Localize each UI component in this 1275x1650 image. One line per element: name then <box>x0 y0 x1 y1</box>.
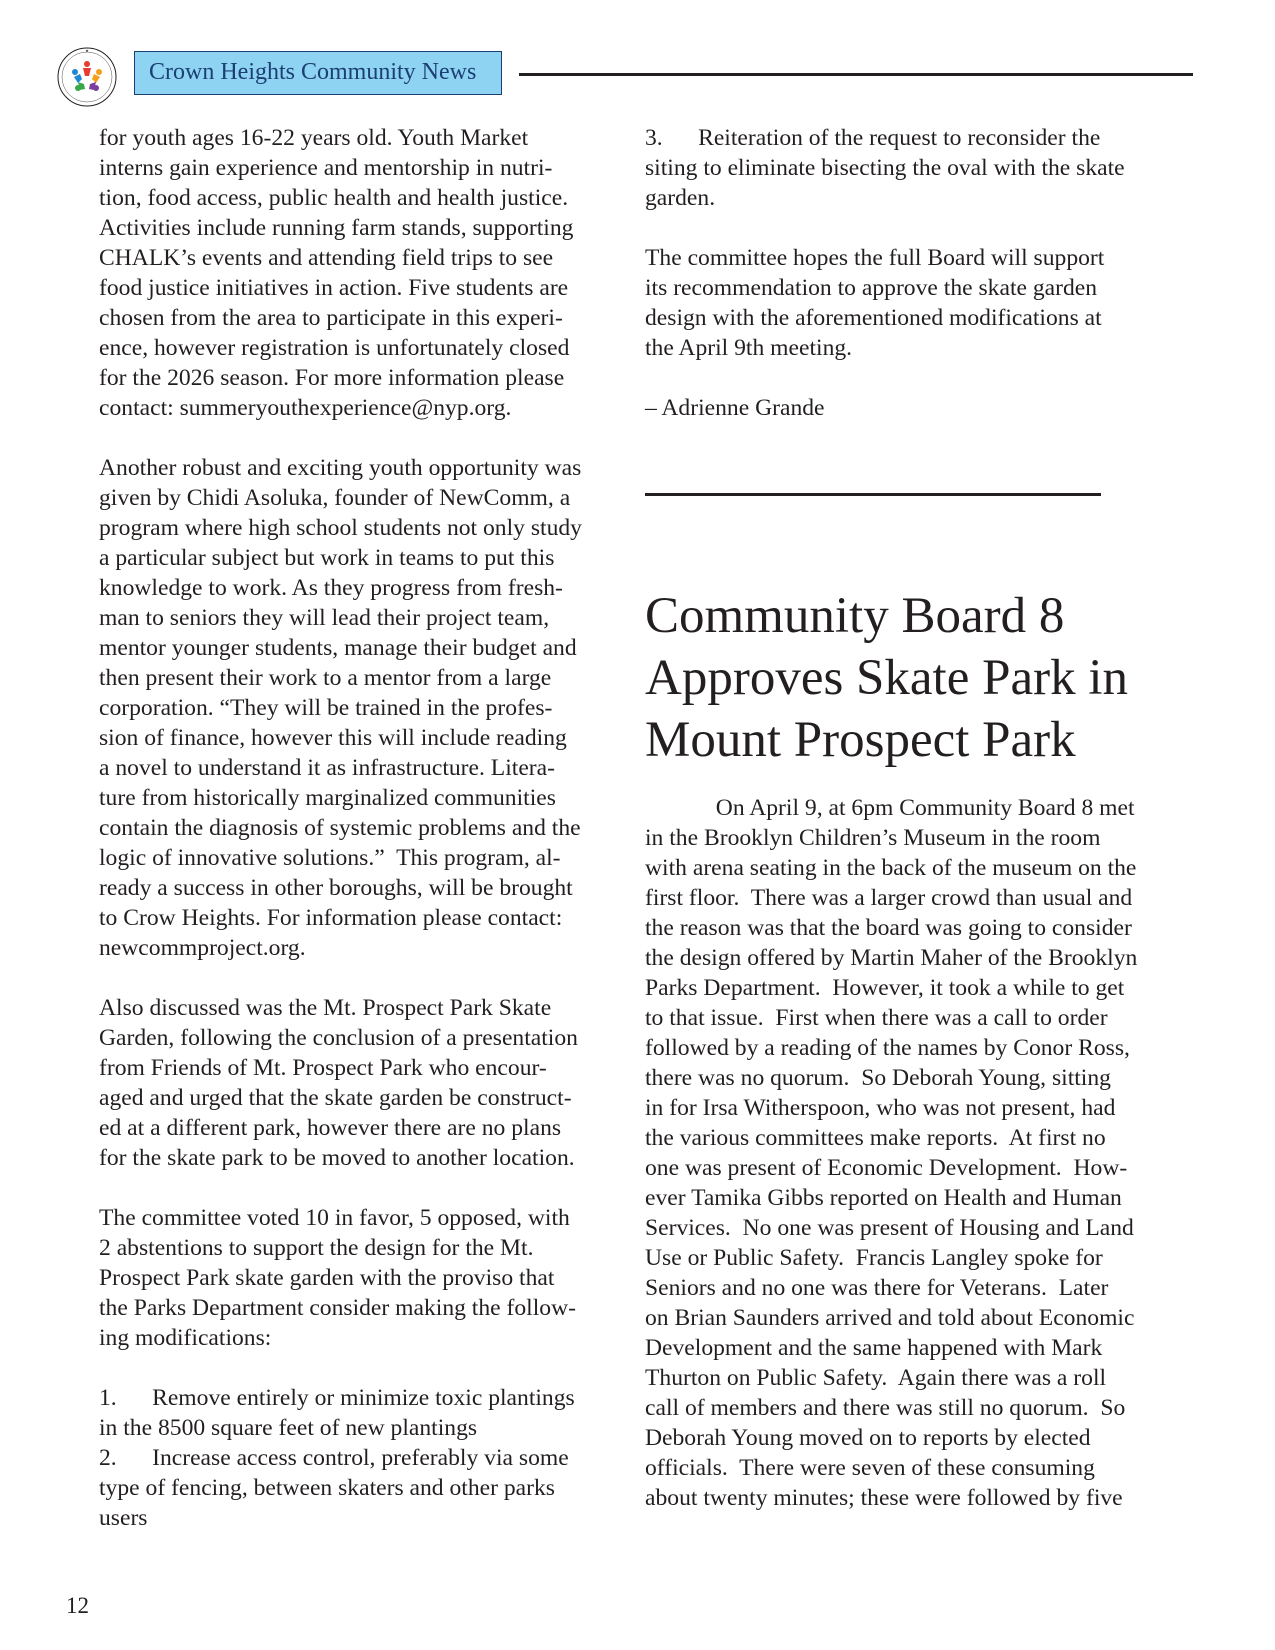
text-line: Deborah Young moved on to reports by elected <box>645 1425 1091 1451</box>
text-line: food justice initiatives in action. Five students are <box>99 275 569 301</box>
list-item: in the 8500 square feet of new plantings <box>99 1415 478 1441</box>
paragraph-gap <box>99 963 619 993</box>
text-line: Prospect Park skate garden with the proviso that <box>99 1265 555 1291</box>
list-item: garden. <box>645 185 716 211</box>
text-line: given by Chidi Asoluka, founder of NewComm, a <box>99 485 571 511</box>
paragraph-gap <box>99 1173 619 1203</box>
text-line: design with the aforementioned modifications at <box>645 305 1102 331</box>
text-line: contain the diagnosis of systemic problems and the <box>99 815 581 841</box>
text-line: On April 9, at 6pm Community Board 8 met <box>645 795 1135 821</box>
text-line: in the Brooklyn Children’s Museum in the room <box>645 825 1101 851</box>
text-line: Another robust and exciting youth opportunity was <box>99 455 582 481</box>
text-line: with arena seating in the back of the museum on the <box>645 855 1137 881</box>
text-line: tion, food access, public health and health justice. <box>99 185 569 211</box>
paragraph-gap <box>645 363 1185 393</box>
text-line: Also discussed was the Mt. Prospect Park Skate <box>99 995 552 1021</box>
text-line: its recommendation to approve the skate garden <box>645 275 1098 301</box>
headline-line: Mount Prospect Park <box>645 712 1076 768</box>
text-line: Use or Public Safety. Francis Langley spoke for <box>645 1245 1103 1271</box>
modification-item-3 <box>645 123 1185 213</box>
modifications-list <box>99 1383 619 1533</box>
list-item: 1. Remove entirely or minimize toxic plantings <box>99 1385 575 1411</box>
headline-line: Community Board 8 <box>645 588 1065 644</box>
text-line: The committee voted 10 in favor, 5 opposed, with <box>99 1205 570 1231</box>
text-line: for the skate park to be moved to another location. <box>99 1145 575 1171</box>
headline-line: Approves Skate Park in <box>645 650 1129 706</box>
committee-vote-paragraph <box>99 1203 619 1353</box>
byline: – Adrienne Grande <box>645 395 825 421</box>
text-line: officials. There were seven of these consuming <box>645 1455 1095 1481</box>
text-line: ence, however registration is unfortunately closed <box>99 335 570 361</box>
text-line: in for Irsa Witherspoon, who was not present, had <box>645 1095 1116 1121</box>
text-line: the design offered by Martin Maher of the Brooklyn <box>645 945 1138 971</box>
text-line: The committee hopes the full Board will support <box>645 245 1105 271</box>
page-number: 12 <box>66 1593 89 1618</box>
text-line: Garden, following the conclusion of a presentation <box>99 1025 578 1051</box>
youth-market-paragraph <box>99 123 619 423</box>
list-item: 2. Increase access control, preferably via some <box>99 1445 569 1471</box>
masthead-rule <box>519 73 1193 76</box>
text-line: ready a success in other boroughs, will be brought <box>99 875 573 901</box>
text-line: sion of finance, however this will include reading <box>99 725 567 751</box>
list-item: siting to eliminate bisecting the oval with the skate <box>645 155 1125 181</box>
text-line: ture from historically marginalized communities <box>99 785 556 811</box>
text-line: for youth ages 16-22 years old. Youth Market <box>99 125 529 151</box>
text-line: chosen from the area to participate in this experi- <box>99 305 563 331</box>
text-line: a novel to understand it as infrastructure. Litera- <box>99 755 555 781</box>
list-item: type of fencing, between skaters and other parks <box>99 1475 555 1501</box>
text-line: ever Tamika Gibbs reported on Health and Human <box>645 1185 1122 1211</box>
text-line: about twenty minutes; these were followed by five <box>645 1485 1123 1511</box>
text-line: the Parks Department consider making the follow- <box>99 1295 576 1321</box>
text-line: then present their work to a mentor from a large <box>99 665 552 691</box>
text-line: contact: summeryouthexperience@nyp.org. <box>99 395 512 421</box>
newcomm-paragraph <box>99 453 619 963</box>
text-line: the reason was that the board was going to consider <box>645 915 1132 941</box>
text-line: Seniors and no one was there for Veterans. Later <box>645 1275 1109 1301</box>
text-line: first floor. There was a larger crowd than usual and <box>645 885 1133 911</box>
text-line: 2 abstentions to support the design for the Mt. <box>99 1235 534 1261</box>
text-line: there was no quorum. So Deborah Young, sitting <box>645 1065 1111 1091</box>
text-line: on Brian Saunders arrived and told about Economic <box>645 1305 1135 1331</box>
text-line: corporation. “They will be trained in the profes- <box>99 695 553 721</box>
masthead-title-box <box>134 51 502 95</box>
text-line: Development and the same happened with Mark <box>645 1335 1103 1361</box>
skate-garden-paragraph <box>99 993 619 1173</box>
conclusion-paragraph <box>645 243 1185 363</box>
text-line: knowledge to work. As they progress from fresh- <box>99 575 563 601</box>
text-line: Parks Department. However, it took a while to get <box>645 975 1125 1001</box>
paragraph-gap <box>99 423 619 453</box>
text-line: program where high school students not only study <box>99 515 582 541</box>
text-line: aged and urged that the skate garden be construct- <box>99 1085 572 1111</box>
text-line: one was present of Economic Development. How- <box>645 1155 1128 1181</box>
text-line: a particular subject but work in teams to put this <box>99 545 555 571</box>
paragraph-gap <box>99 1353 619 1383</box>
text-line: logic of innovative solutions.” This program, al- <box>99 845 561 871</box>
text-line: CHALK’s events and attending field trips to see <box>99 245 554 271</box>
left-column <box>99 123 619 1533</box>
text-line: call of members and there was still no quorum. So <box>645 1395 1126 1421</box>
text-line: followed by a reading of the names by Conor Ross, <box>645 1035 1130 1061</box>
text-line: from Friends of Mt. Prospect Park who encour- <box>99 1055 547 1081</box>
text-line: for the 2026 season. For more information please <box>99 365 565 391</box>
text-line: newcommproject.org. <box>99 935 306 961</box>
paragraph-gap <box>645 213 1185 243</box>
masthead-title: Crown Heights Community News <box>149 59 477 85</box>
text-line: the April 9th meeting. <box>645 335 853 361</box>
list-item: users <box>99 1505 148 1531</box>
text-line: Activities include running farm stands, supporting <box>99 215 574 241</box>
text-line: Thurton on Public Safety. Again there was a roll <box>645 1365 1107 1391</box>
text-line: ed at a different park, however there are no plans <box>99 1115 562 1141</box>
text-line: the various committees make reports. At first no <box>645 1125 1106 1151</box>
organization-logo <box>56 46 118 108</box>
text-line: to Crow Heights. For information please contact: <box>99 905 563 931</box>
text-line: to that issue. First when there was a call to order <box>645 1005 1108 1031</box>
text-line: man to seniors they will lead their project team, <box>99 605 550 631</box>
text-line: Services. No one was present of Housing and Land <box>645 1215 1134 1241</box>
section-divider <box>645 493 1101 496</box>
list-item: 3. Reiteration of the request to reconsider the <box>645 125 1101 151</box>
article-body <box>645 793 1185 1513</box>
article-headline <box>645 585 1185 771</box>
text-line: mentor younger students, manage their budget and <box>99 635 577 661</box>
svg-text:★: ★ <box>85 48 89 53</box>
text-line: interns gain experience and mentorship in nutri- <box>99 155 553 181</box>
right-column <box>645 123 1185 1513</box>
text-line: ing modifications: <box>99 1325 272 1351</box>
